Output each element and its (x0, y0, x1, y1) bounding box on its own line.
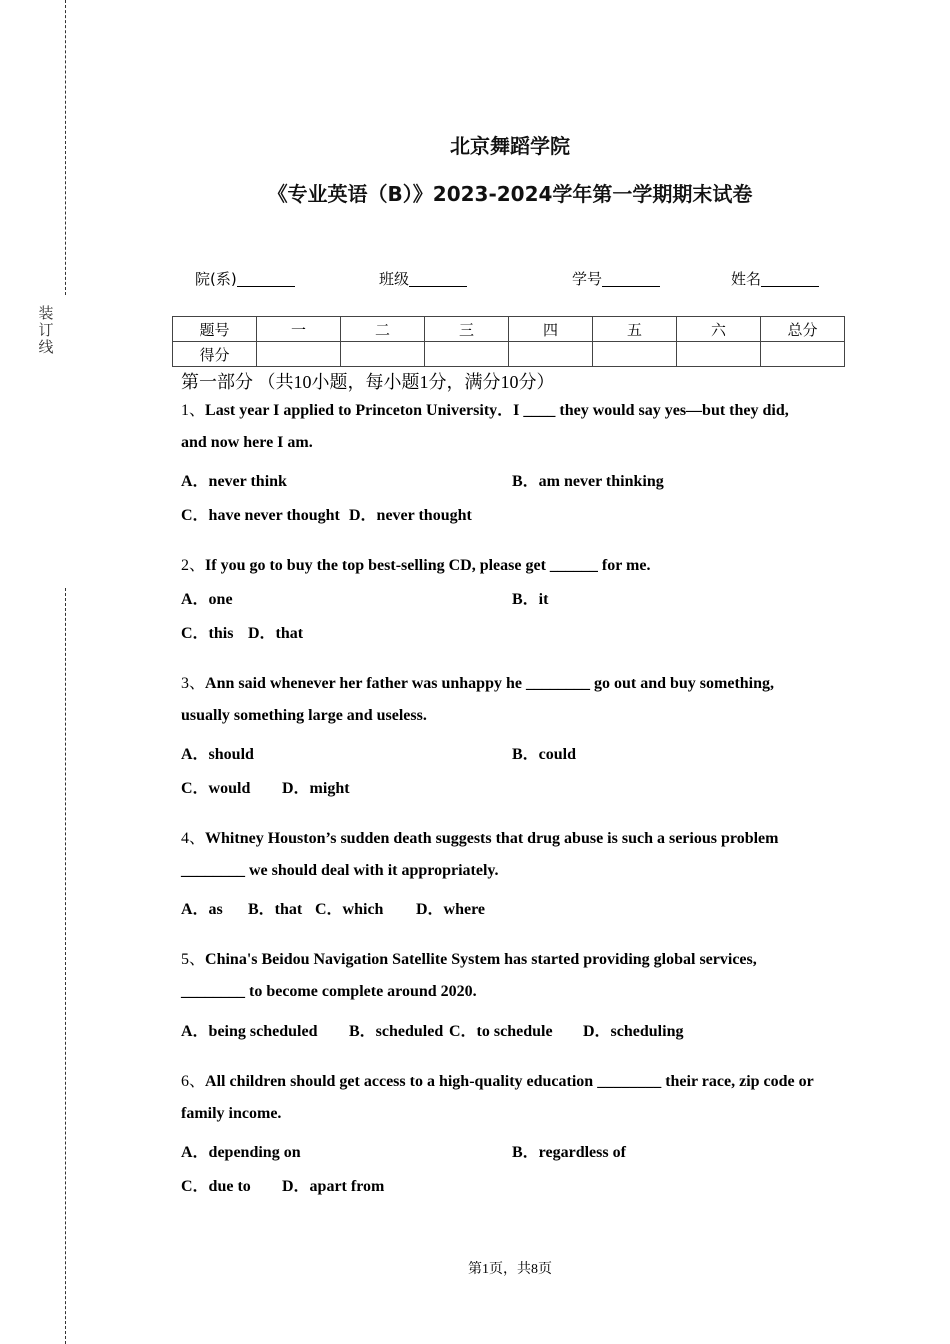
question-5-option-a: A．being scheduled (181, 1023, 318, 1040)
exam-title: 《专业英语（B）》2023-2024学年第一学期期末试卷 (267, 182, 753, 206)
binding-label: 装订线 (38, 304, 54, 356)
question-1-option-a: A．never think (181, 473, 287, 490)
score-cell (509, 342, 593, 367)
question-4-option-b: B．that (248, 901, 303, 918)
score-table-header-cell: 五 (593, 317, 677, 342)
question-5-option-c: C．to schedule (449, 1023, 553, 1040)
info-class: 班级 (379, 268, 467, 289)
score-table (172, 316, 845, 367)
page-number: 第1页，共8页 (468, 1262, 552, 1277)
question-5-text: 5、China's Beidou Navigation Satellite System has started providing global services, (181, 951, 757, 968)
score-table-header-cell: 四 (509, 317, 593, 342)
info-department: 院(系) (195, 268, 295, 289)
question-3-option-d: D．might (282, 780, 350, 797)
question-2-text: 2、If you go to buy the top best-selling CD, please get ______ for me. (181, 557, 651, 574)
school-name: 北京舞蹈学院 (450, 134, 570, 158)
question-3-option-c: C．would (181, 780, 251, 797)
question-2-option-c: C．this (181, 625, 234, 642)
question-6-option-c: C．due to (181, 1178, 251, 1195)
score-table-header-cell: 题号 (173, 317, 257, 342)
question-3-text-cont: usually something large and useless. (181, 707, 427, 724)
score-table-header-cell: 总分 (761, 317, 845, 342)
score-table-header-row (173, 317, 845, 342)
score-cell (341, 342, 425, 367)
score-table-header-cell: 二 (341, 317, 425, 342)
question-1-text: 1、Last year I applied to Princeton University．I ____ they would say yes—but they did, (181, 402, 789, 419)
question-6-text: 6、All children should get access to a high-quality education ________ their race, zip code or (181, 1073, 814, 1090)
question-5-option-b: B．scheduled (349, 1023, 444, 1040)
question-4-option-a: A．as (181, 901, 223, 918)
question-6-option-a: A．depending on (181, 1144, 301, 1161)
info-name: 姓名 (731, 268, 819, 289)
score-table-header-cell: 一 (257, 317, 341, 342)
question-5-option-d: D．scheduling (583, 1023, 684, 1040)
question-3-option-a: A．should (181, 746, 254, 763)
score-table-header-cell: 六 (677, 317, 761, 342)
question-6-option-d: D．apart from (282, 1178, 385, 1195)
score-cell (257, 342, 341, 367)
question-6-option-b: B．regardless of (512, 1144, 626, 1161)
question-4-option-d: D．where (416, 901, 486, 918)
question-5-text-cont: ________ to become complete around 2020. (181, 983, 477, 1000)
score-cell (761, 342, 845, 367)
score-table-score-row (173, 342, 845, 367)
question-2-option-a: A．one (181, 591, 233, 608)
question-4-text: 4、Whitney Houston’s sudden death suggests that drug abuse is such a serious problem (181, 830, 779, 847)
score-cell (425, 342, 509, 367)
score-table-header-cell: 三 (425, 317, 509, 342)
question-4-option-c: C．which (315, 901, 384, 918)
score-cell (677, 342, 761, 367)
question-2-option-d: D．that (248, 625, 304, 642)
score-row-label: 得分 (173, 342, 257, 367)
question-1-option-b: B．am never thinking (512, 473, 664, 490)
question-2-option-b: B．it (512, 591, 549, 608)
question-1-text-cont: and now here I am. (181, 434, 313, 451)
question-3-option-b: B．could (512, 746, 577, 763)
part-heading: 第一部分 （共10小题，每小题1分，满分10分） (181, 372, 555, 392)
info-student-id: 学号 (572, 268, 660, 289)
question-6-text-cont: family income. (181, 1105, 282, 1122)
question-3-text: 3、Ann said whenever her father was unhappy he ________ go out and buy something, (181, 675, 775, 692)
score-cell (593, 342, 677, 367)
question-1-option-c: C．have never thought (181, 507, 340, 524)
question-1-option-d: D．never thought (349, 507, 472, 524)
binding-dashed-line-bottom (65, 588, 66, 1344)
question-4-text-cont: ________ we should deal with it appropriately. (181, 862, 499, 879)
